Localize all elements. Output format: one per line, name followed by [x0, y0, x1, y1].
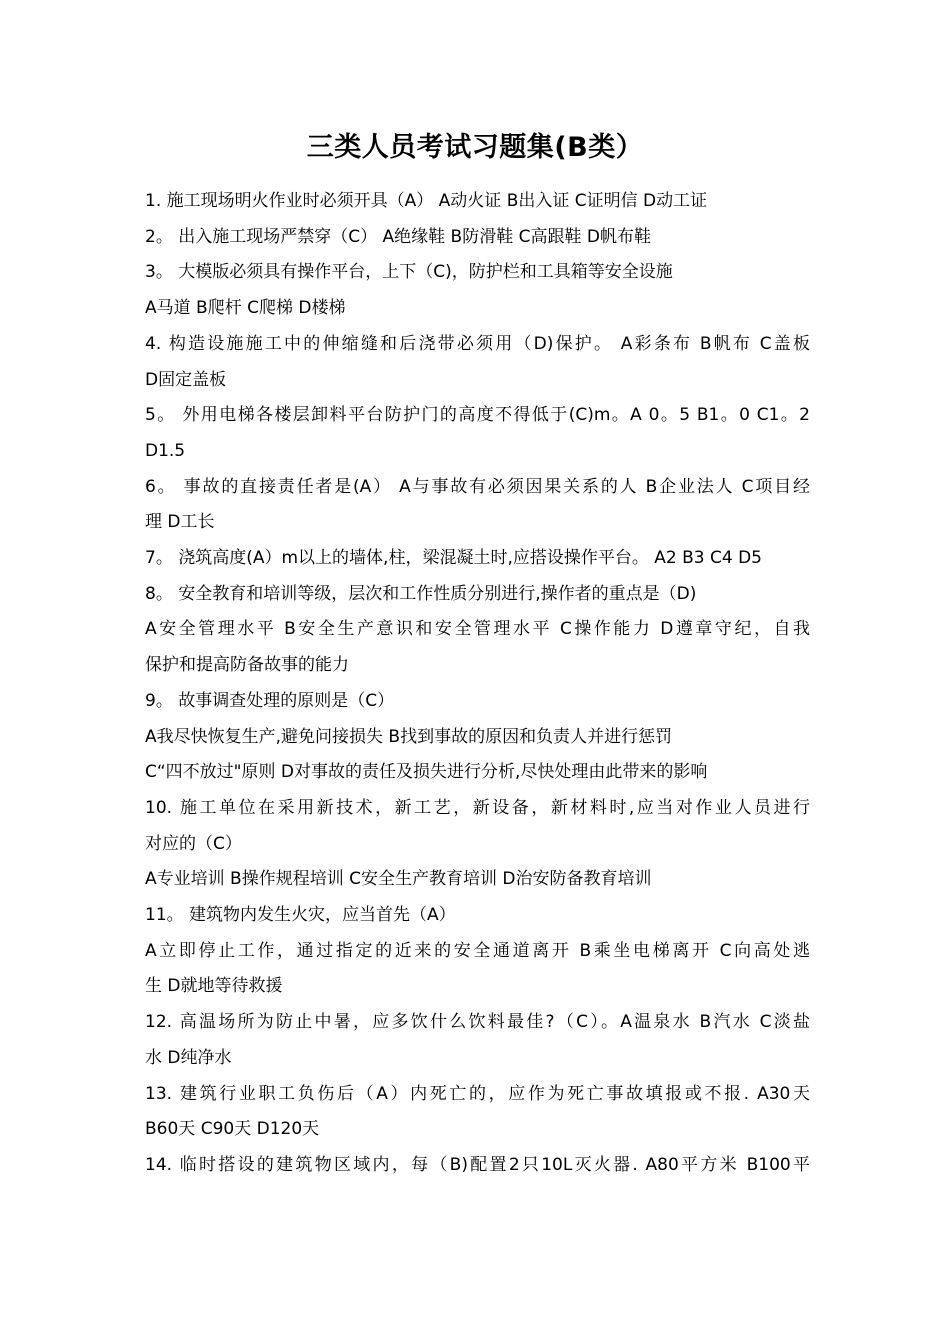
- text-line: 7。 浇筑高度(A）m以上的墙体,柱，梁混凝土时,应搭设操作平台。 A2 B3 C4 D5: [145, 548, 762, 569]
- text-line: A专业培训 B操作规程培训 C安全生产教育培训 D治安防备教育培训: [145, 869, 652, 890]
- text-line: 14. 临时搭设的建筑物区域内，每（B)配置2只10L灭火器. A80平方米 B100平: [145, 1154, 810, 1175]
- text-line: 水 D纯净水: [145, 1047, 232, 1068]
- text-line: 8。 安全教育和培训等级，层次和工作性质分别进行,操作者的重点是（D): [145, 583, 697, 604]
- text-line: 12. 高温场所为防止中暑，应多饮什么饮料最佳?（C）。A温泉水 B汽水 C淡盐: [145, 1012, 810, 1033]
- text-line: 1. 施工现场明火作业时必须开具（A） A动火证 B出入证 C证明信 D动工证: [145, 191, 708, 211]
- text-line: 11。 建筑物内发生火灾，应当首先（A）: [145, 905, 456, 926]
- text-line: 保护和提高防备故事的能力: [145, 655, 349, 676]
- text-line: 对应的（C）: [145, 833, 242, 854]
- text-line: 理 D工长: [145, 512, 215, 533]
- text-line: A安全管理水平 B安全生产意识和安全管理水平 C操作能力 D遵章守纪，自我: [145, 619, 810, 640]
- text-line: D1.5: [145, 440, 186, 461]
- text-line: 5。 外用电梯各楼层卸料平台防护门的高度不得低于(C)m。A 0。5 B1。0 C1。2: [145, 405, 810, 426]
- text-line: B60天 C90天 D120天: [145, 1119, 320, 1140]
- text-line: 10. 施工单位在采用新技术，新工艺，新设备，新材料时,应当对作业人员进行: [145, 797, 810, 818]
- document-title: 三类人员考试习题集(B类）: [306, 132, 644, 163]
- text-line: A我尽快恢复生产,避免问接损失 B找到事故的原因和负责人并进行惩罚: [145, 726, 673, 747]
- text-line: 4. 构造设施施工中的伸缩缝和后浇带必须用（D)保护。 A彩条布 B帆布 C盖板: [145, 333, 810, 354]
- text-line: A马道 B爬杆 C爬梯 D楼梯: [145, 298, 346, 319]
- text-line: C“四不放过"原则 D对事故的责任及损失进行分析,尽快处理由此带来的影响: [145, 762, 708, 783]
- text-line: 2。 出入施工现场严禁穿（C） A绝缘鞋 B防滑鞋 C高跟鞋 D帆布鞋: [145, 226, 651, 247]
- text-line: 13. 建筑行业职工负伤后（A）内死亡的，应作为死亡事故填报或不报. A30天: [145, 1083, 810, 1104]
- text-line: 3。 大模版必须具有操作平台，上下（C)，防护栏和工具箱等安全设施: [145, 262, 673, 283]
- text-line: 生 D就地等待救援: [145, 976, 283, 997]
- text-line: D固定盖板: [145, 369, 227, 390]
- text-line: A立即停止工作，通过指定的近来的安全通道离开 B乘坐电梯离开 C向高处逃: [145, 940, 810, 961]
- text-line: 6。 事故的直接责任者是(A） A与事故有必须因果关系的人 B企业法人 C项目经: [145, 476, 810, 497]
- text-line: 9。 故事调查处理的原则是（C）: [145, 690, 395, 711]
- document-body: [145, 184, 810, 1184]
